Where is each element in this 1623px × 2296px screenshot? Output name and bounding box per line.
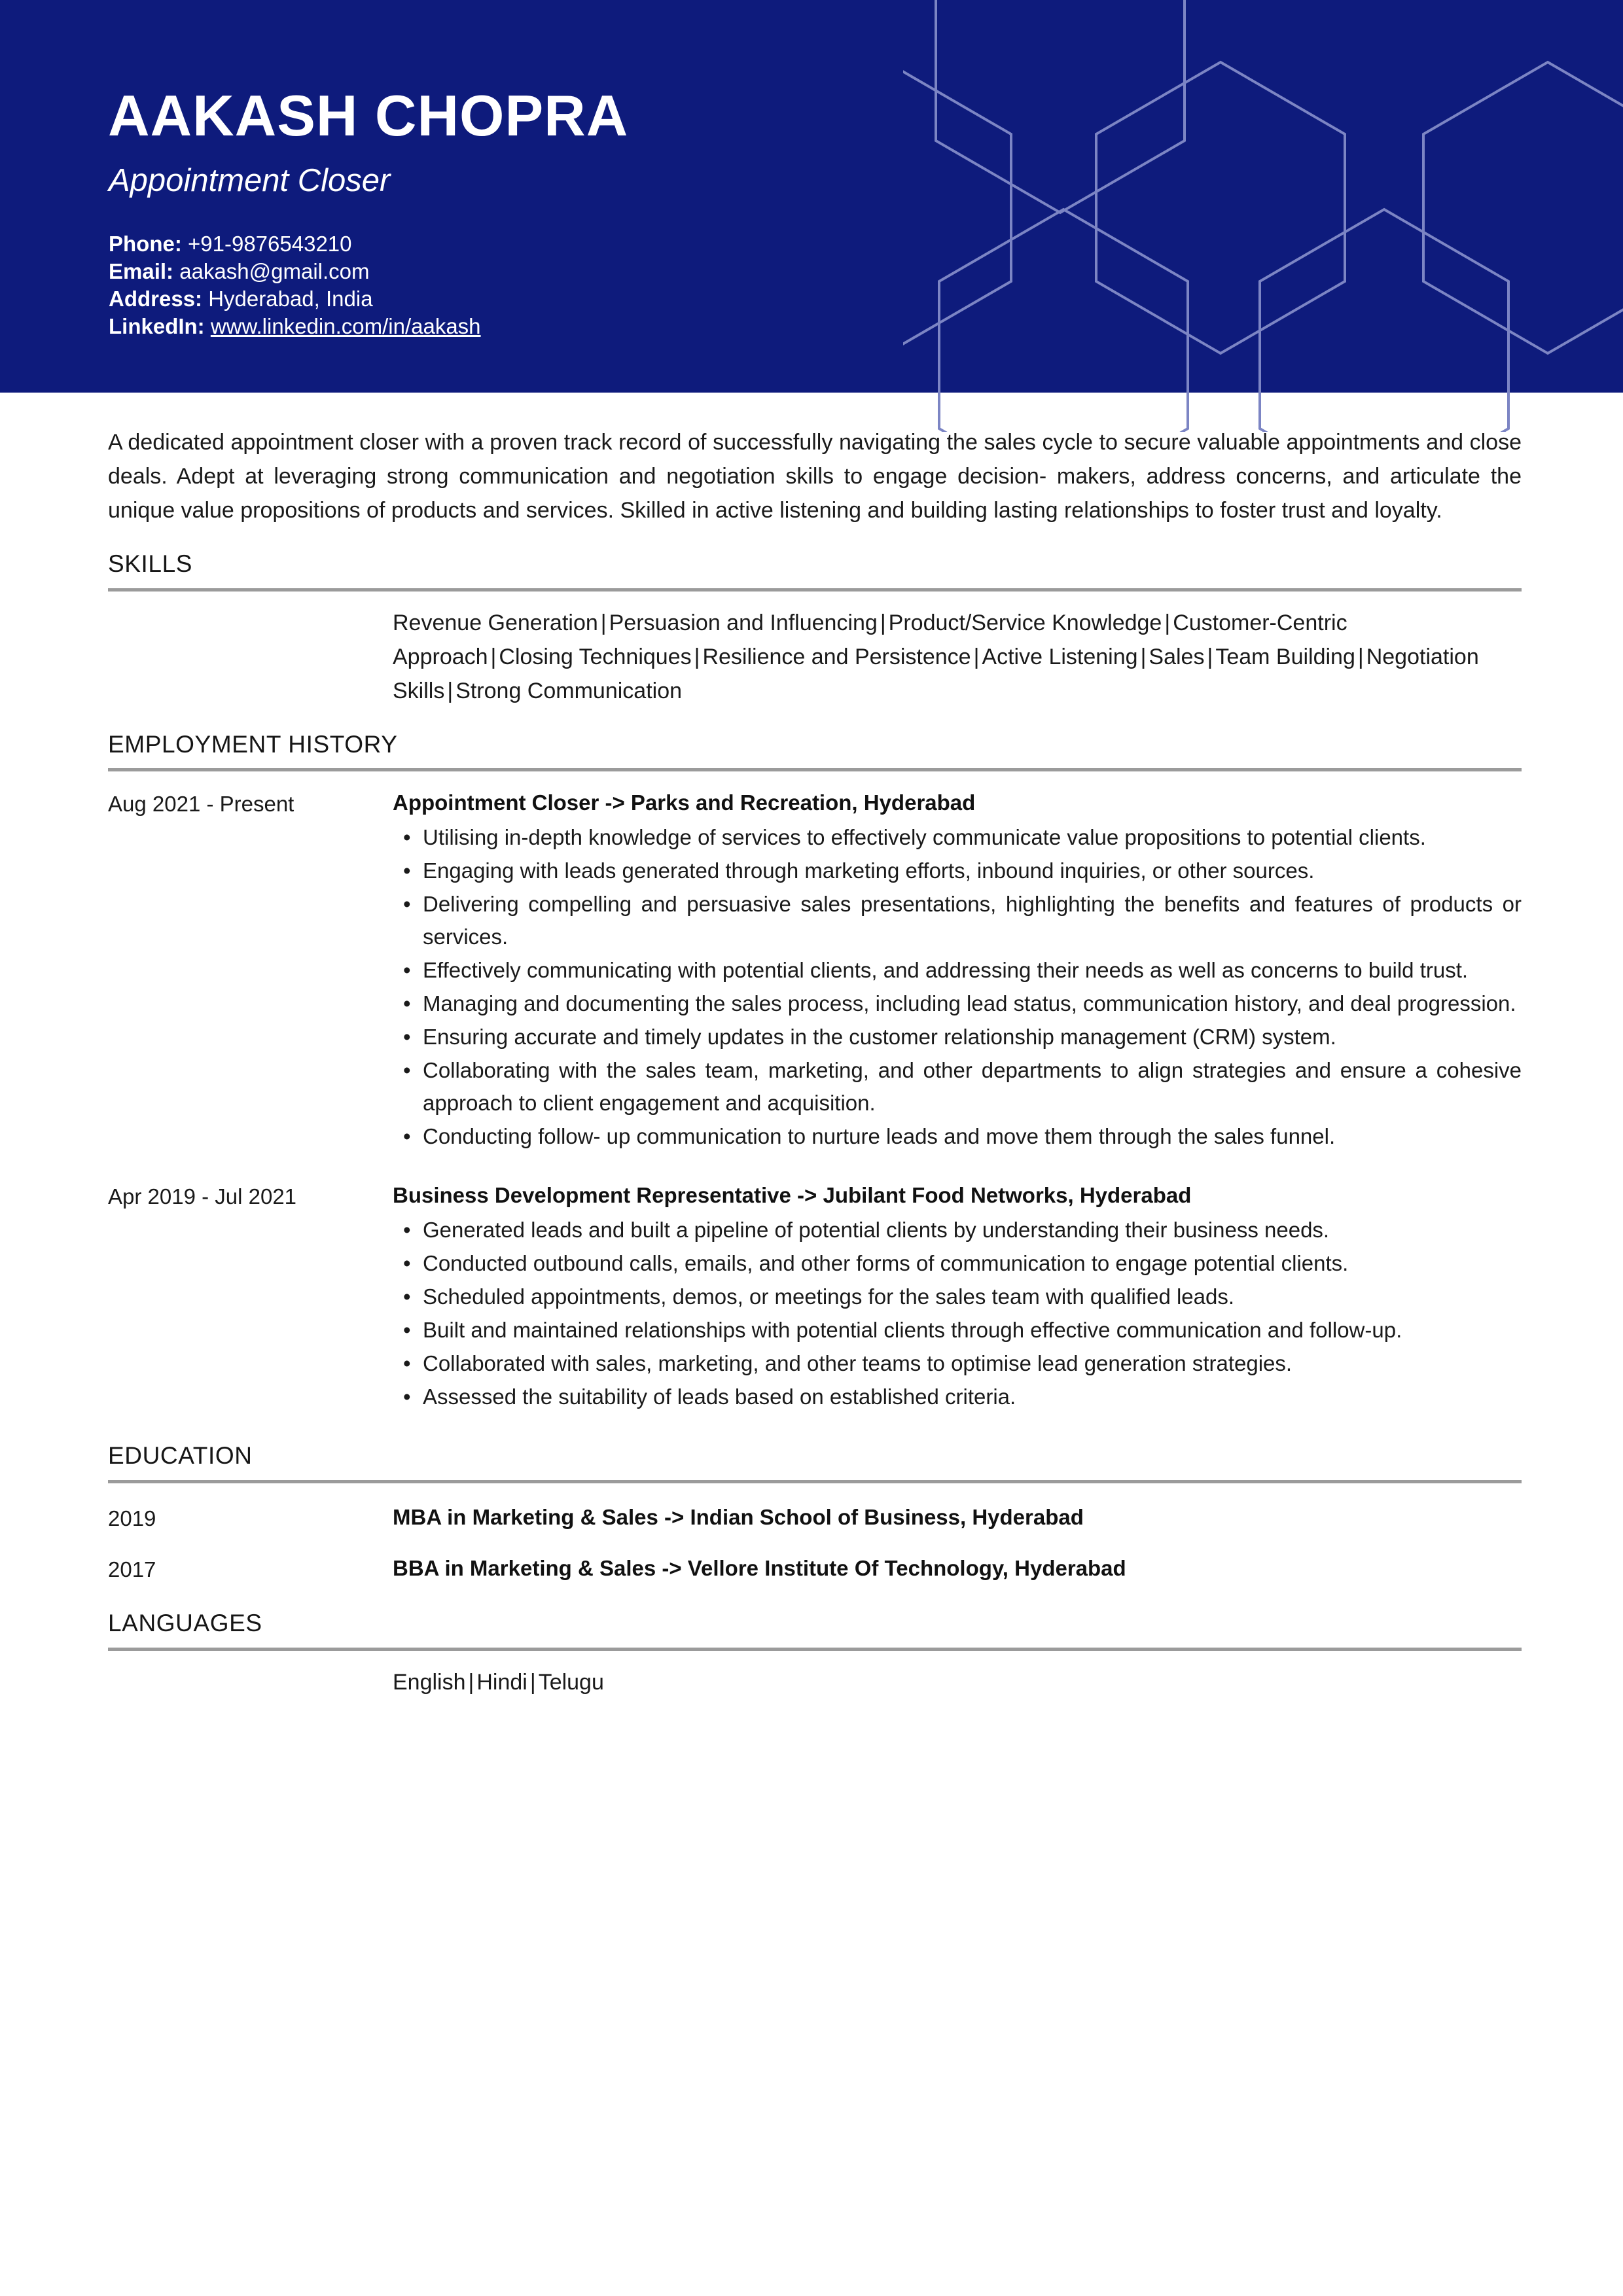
employment-bullet: • Conducting follow- up communication to nurture leads and move them through the sales funnel. <box>423 1120 1522 1153</box>
list-separator: | <box>468 1669 474 1695</box>
contact-row-address <box>109 285 481 313</box>
skill-item: Resilience and Persistence <box>702 644 971 669</box>
employment-bullet: • Collaborated with sales, marketing, and other teams to optimise lead generation strategies. <box>423 1347 1522 1380</box>
skill-item: Closing Techniques <box>499 644 692 669</box>
list-separator: | <box>973 644 980 669</box>
education-entry <box>108 1534 1522 1585</box>
section-title-languages: LANGUAGES <box>108 1610 262 1637</box>
header-text-block <box>108 0 926 393</box>
hexagon-pattern-decoration <box>903 0 1623 432</box>
skill-item: Revenue Generation <box>393 610 598 635</box>
employment-bullet: • Conducted outbound calls, emails, and other forms of communication to engage potential clients. <box>423 1247 1522 1280</box>
education-degree: MBA in Marketing & Sales -> Indian School of Business, Hyderabad <box>393 1505 1084 1530</box>
section-title-education: EDUCATION <box>108 1442 253 1470</box>
skills-list <box>393 606 1522 708</box>
education-year: 2017 <box>108 1557 156 1582</box>
employment-job-title: Business Development Representative -> Jubilant Food Networks, Hyderabad <box>393 1183 1192 1208</box>
contact-details <box>109 230 481 340</box>
contact-label-phone: Phone: <box>109 232 182 256</box>
employment-bullet: • Delivering compelling and persuasive sales presentations, highlighting the benefits and features of products or services. <box>423 888 1522 953</box>
contact-row-email <box>109 258 481 285</box>
employment-bullet: • Assessed the suitability of leads based on established criteria. <box>423 1381 1522 1413</box>
list-separator: | <box>880 610 886 635</box>
list-separator: | <box>1164 610 1171 635</box>
employment-bullet: • Effectively communicating with potential clients, and addressing their needs as well as concerns to build trust. <box>423 954 1522 987</box>
employment-dates: Apr 2019 - Jul 2021 <box>108 1184 297 1209</box>
employment-bullet: • Scheduled appointments, demos, or meetings for the sales team with qualified leads. <box>423 1280 1522 1313</box>
contact-row-linkedin <box>109 313 481 340</box>
contact-row-phone <box>109 230 481 258</box>
employment-bullet: • Ensuring accurate and timely updates in the customer relationship management (CRM) system. <box>423 1021 1522 1053</box>
education-year: 2019 <box>108 1506 156 1531</box>
employment-bullet: • Managing and documenting the sales process, including lead status, communication history, and deal progression. <box>423 987 1522 1020</box>
professional-summary: A dedicated appointment closer with a proven track record of successfully navigating the sales cycle to secure valuable appointments and close deals. Adept at leveraging strong communication and negotiation skills to engage decision- makers, address concerns, and articulate the unique value propositions of products and services. Skilled in active listening and building lasting relationships to foster trust and loyalty. <box>108 430 1522 523</box>
contact-label-address: Address: <box>109 287 203 311</box>
employment-bullet: • Built and maintained relationships with potential clients through effective communication and follow-up. <box>423 1314 1522 1347</box>
resume-body <box>108 393 1522 1699</box>
skills-body <box>108 592 1522 708</box>
skill-item: Negotiation Skills <box>393 644 1479 703</box>
employment-entry <box>108 771 1522 1154</box>
contact-label-email: Email: <box>109 259 174 283</box>
list-separator: | <box>529 1669 536 1695</box>
skill-item: Active Listening <box>982 644 1138 669</box>
candidate-role: Appointment Closer <box>109 163 391 198</box>
section-title-skills: SKILLS <box>108 550 193 577</box>
skill-item: Product/Service Knowledge <box>888 610 1162 635</box>
employment-bullet: • Engaging with leads generated through marketing efforts, inbound inquiries, or other sources. <box>423 855 1522 887</box>
employment-bullet-list <box>393 1214 1522 1413</box>
employment-dates: Aug 2021 - Present <box>108 792 294 817</box>
section-languages <box>108 1610 1522 1699</box>
language-item: Hindi <box>476 1669 527 1695</box>
employment-bullet-list <box>393 821 1522 1153</box>
linkedin-link[interactable]: www.linkedin.com/in/aakash <box>210 314 481 338</box>
list-separator: | <box>1207 644 1213 669</box>
list-separator: | <box>600 610 607 635</box>
employment-bullet: • Utilising in-depth knowledge of services to effectively communicate value propositions to potential clients. <box>423 821 1522 854</box>
language-item: English <box>393 1669 466 1695</box>
employment-entry <box>108 1154 1522 1414</box>
languages-list <box>393 1665 1522 1699</box>
languages-body <box>108 1651 1522 1699</box>
list-separator: | <box>1140 644 1147 669</box>
skill-item: Persuasion and Influencing <box>609 610 878 635</box>
list-separator: | <box>1357 644 1364 669</box>
contact-value-address: Hyderabad, India <box>208 287 373 311</box>
skill-item: Strong Communication <box>455 678 683 703</box>
skill-item: Sales <box>1149 644 1205 669</box>
skill-item: Team Building <box>1215 644 1355 669</box>
education-degree: BBA in Marketing & Sales -> Vellore Institute Of Technology, Hyderabad <box>393 1556 1126 1581</box>
candidate-name: AAKASH CHOPRA <box>108 83 629 148</box>
list-separator: | <box>447 678 454 703</box>
contact-value-email: aakash@gmail.com <box>179 259 370 283</box>
employment-bullet: • Generated leads and built a pipeline of potential clients by understanding their business needs. <box>423 1214 1522 1246</box>
section-skills <box>108 551 1522 708</box>
education-entry <box>108 1483 1522 1534</box>
section-employment <box>108 732 1522 1415</box>
skill-item: Customer-Centric Approach <box>393 610 1347 669</box>
language-item: Telugu <box>538 1669 604 1695</box>
contact-label-linkedin: LinkedIn: <box>109 314 205 338</box>
section-title-employment: EMPLOYMENT HISTORY <box>108 730 398 758</box>
contact-value-phone: +91-9876543210 <box>188 232 352 256</box>
list-separator: | <box>694 644 700 669</box>
employment-bullet: • Collaborating with the sales team, marketing, and other departments to align strategies and ensure a cohesive approach to client engagement and acquisition. <box>423 1054 1522 1120</box>
list-separator: | <box>490 644 497 669</box>
resume-header <box>0 0 1623 393</box>
employment-job-title: Appointment Closer -> Parks and Recreation, Hyderabad <box>393 790 976 815</box>
section-education <box>108 1443 1522 1585</box>
